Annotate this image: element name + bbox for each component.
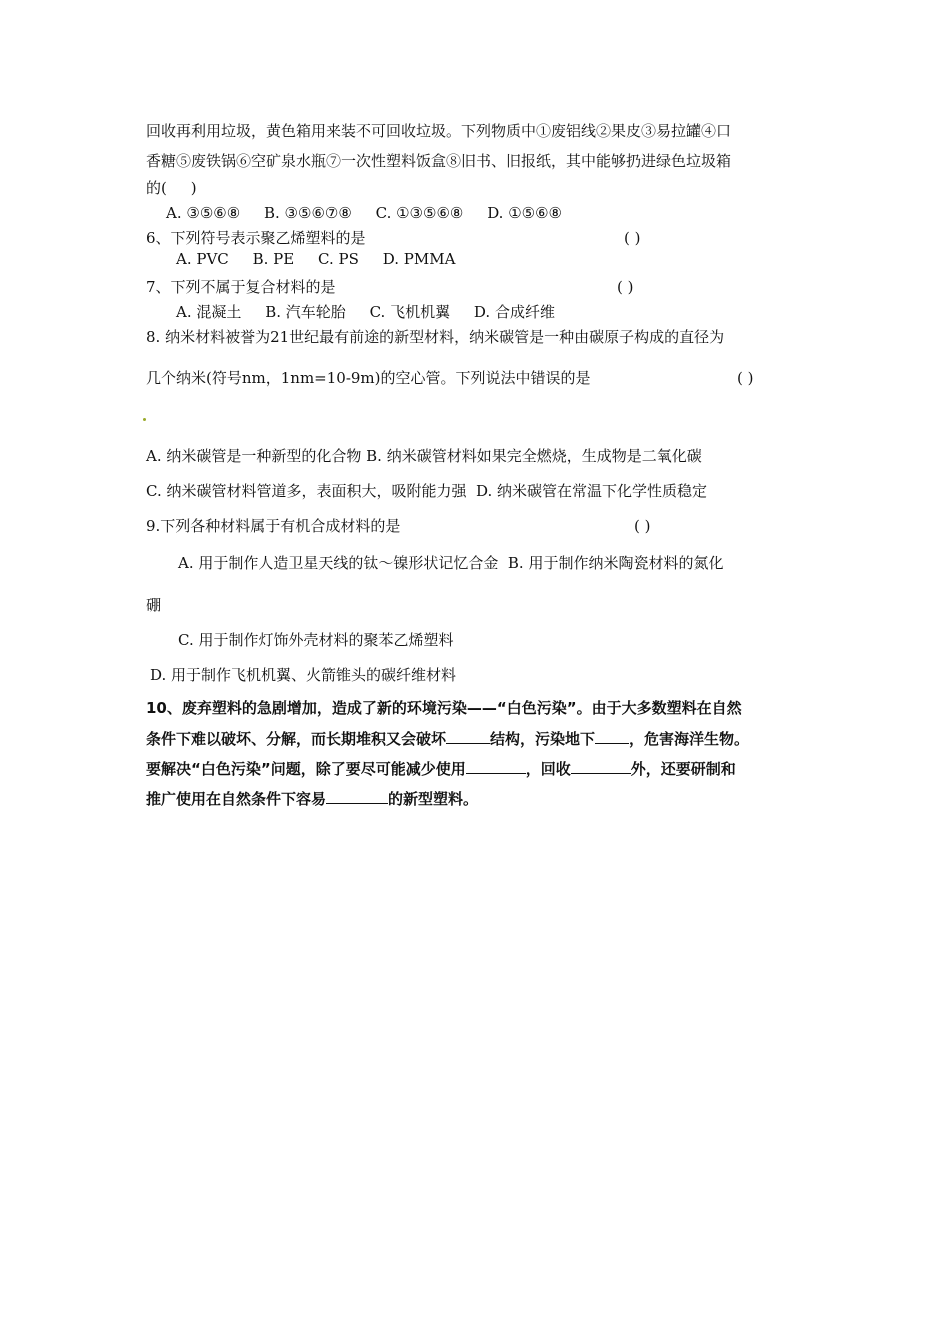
q10-line-4-a: 推广使用在自然条件下容易 xyxy=(146,790,327,808)
q10-line-1: 10、废弃塑料的急剧增加，造成了新的环境污染——“白色污染”。由于大多数塑料在自然 xyxy=(146,699,742,717)
intro-line-3: 的( ) xyxy=(146,179,197,197)
stray-dot xyxy=(143,418,146,421)
q6-options: A. PVC B. PE C. PS D. PMMA xyxy=(176,250,456,268)
q9-option-ab: A. 用于制作人造卫星天线的钛～镍形状记忆合金 B. 用于制作纳米陶瓷材料的氮化 xyxy=(178,554,724,572)
q10-line-3-c: 外，还要研制和 xyxy=(630,760,736,778)
q6-answer-paren: ( ) xyxy=(624,229,641,247)
q8-option-ab: A. 纳米碳管是一种新型的化合物 B. 纳米碳管材料如果完全燃烧，生成物是二氧化碳 xyxy=(146,447,702,465)
q10-line-3 xyxy=(146,758,736,779)
q10-line-2 xyxy=(146,728,749,749)
intro-line-1: 回收再利用垃圾，黄色箱用来装不可回收垃圾。下列物质中①废铝线②果皮③易拉罐④口 xyxy=(146,122,732,140)
q9-answer-paren: ( ) xyxy=(634,517,651,535)
q8-option-cd: C. 纳米碳管材料管道多，表面积大，吸附能力强 D. 纳米碳管在常温下化学性质稳定 xyxy=(146,482,708,500)
q9-option-b-cont: 硼 xyxy=(146,596,162,614)
q7-stem: 7、下列不属于复合材料的是 xyxy=(146,278,336,296)
q10-line-2-b: 结构，污染地下 xyxy=(490,730,596,748)
q10-line-4 xyxy=(146,788,478,809)
q8-stem-line-2: 几个纳米(符号nm，1nm=10-9m)的空心管。下列说法中错误的是 xyxy=(146,369,591,387)
q6-stem: 6、下列符号表示聚乙烯塑料的是 xyxy=(146,229,366,247)
intro-line-2: 香糖⑤废铁锅⑥空矿泉水瓶⑦一次性塑料饭盒⑧旧书、旧报纸，其中能够扔进绿色垃圾箱 xyxy=(146,152,732,170)
q8-answer-paren: ( ) xyxy=(737,369,754,387)
blank-groundwater[interactable] xyxy=(595,728,629,744)
q10-line-2-c: ，危害海洋生物。 xyxy=(629,730,750,748)
q7-options: A. 混凝土 B. 汽车轮胎 C. 飞机机翼 D. 合成纤维 xyxy=(176,303,555,321)
q9-option-d: D. 用于制作飞机机翼、火箭锥头的碳纤维材料 xyxy=(150,666,457,684)
q10-line-2-a: 条件下难以破坏、分解，而长期堆积又会破坏 xyxy=(146,730,447,748)
blank-structure[interactable] xyxy=(446,728,490,744)
q10-line-3-b: ，回收 xyxy=(525,760,571,778)
q8-stem-line-1: 8. 纳米材料被誉为21世纪最有前途的新型材料，纳米碳管是一种由碳原子构成的直径为 xyxy=(146,328,725,346)
blank-reduce-use[interactable] xyxy=(466,758,526,774)
blank-recycle[interactable] xyxy=(571,758,631,774)
intro-options: A. ③⑤⑥⑧ B. ③⑤⑥⑦⑧ C. ①③⑤⑥⑧ D. ①⑤⑥⑧ xyxy=(166,204,563,222)
q9-option-c: C. 用于制作灯饰外壳材料的聚苯乙烯塑料 xyxy=(178,631,454,649)
q10-line-4-b: 的新型塑料。 xyxy=(388,790,479,808)
q10-line-3-a: 要解决“白色污染”问题，除了要尽可能减少使用 xyxy=(146,760,466,778)
q7-answer-paren: ( ) xyxy=(617,278,634,296)
q9-stem: 9.下列各种材料属于有机合成材料的是 xyxy=(146,517,401,535)
blank-degrade[interactable] xyxy=(326,788,388,804)
